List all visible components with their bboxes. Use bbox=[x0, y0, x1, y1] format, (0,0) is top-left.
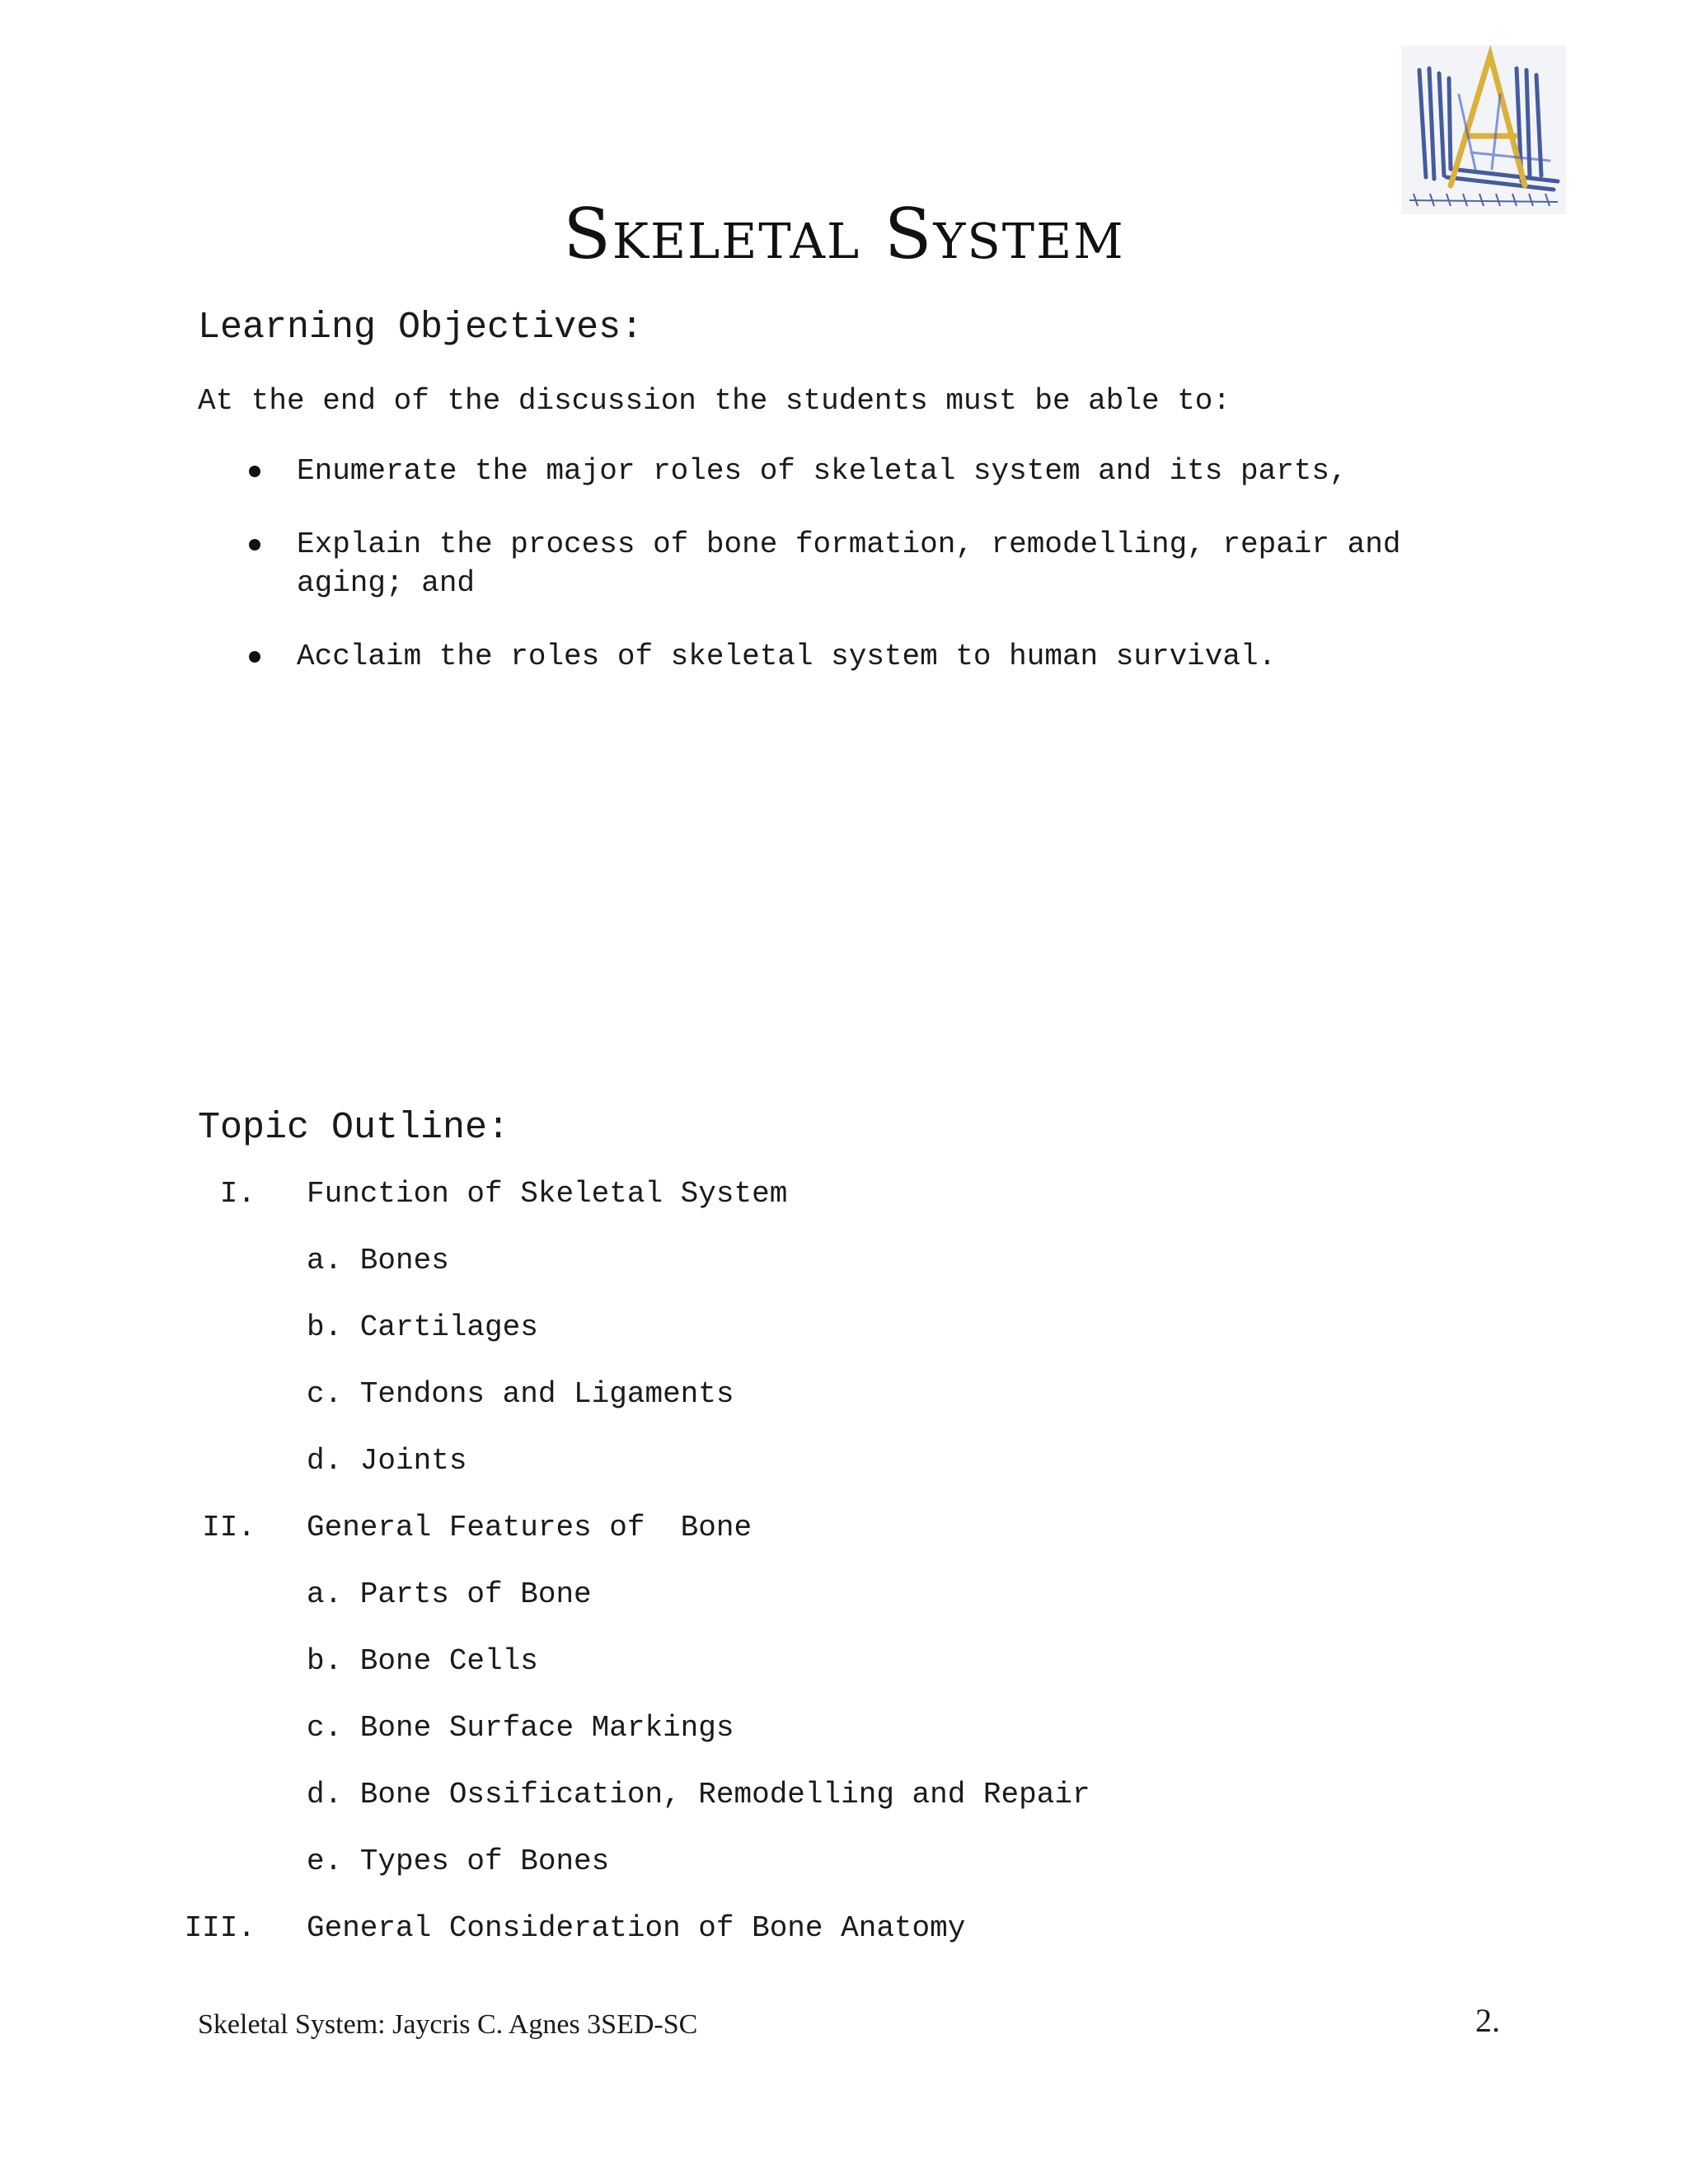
outline-numeral: I. bbox=[219, 1177, 256, 1211]
bullet-icon bbox=[249, 466, 260, 477]
outline-subitem: d. Bone Ossification, Remodelling and Repair bbox=[307, 1778, 1090, 1811]
school-logo bbox=[1401, 45, 1566, 214]
outline-subitem: c. Tendons and Ligaments bbox=[307, 1377, 734, 1411]
objective-text: Explain the process of bone formation, remodelling, repair and aging; and bbox=[297, 527, 1401, 600]
outline-subitem: c. Bone Surface Markings bbox=[307, 1711, 734, 1745]
objectives-heading: Learning Objectives: bbox=[198, 307, 644, 349]
outline-numeral: III. bbox=[184, 1911, 256, 1945]
outline-subitem: a. Bones bbox=[307, 1244, 449, 1277]
outline-subitem: b. Cartilages bbox=[307, 1310, 538, 1344]
objective-item bbox=[198, 452, 1484, 490]
outline-heading: Topic Outline: bbox=[198, 1107, 510, 1149]
footer-text: Skeletal System: Jaycris C. Agnes 3SED-SC bbox=[198, 2009, 698, 2040]
outline-subitem: a. Parts of Bone bbox=[307, 1577, 592, 1611]
objective-text: Acclaim the roles of skeletal system to human survival. bbox=[297, 640, 1277, 673]
outline-section-title: General Consideration of Bone Anatomy bbox=[307, 1911, 966, 1945]
objective-item bbox=[198, 525, 1484, 602]
bullet-icon bbox=[249, 651, 260, 663]
bullet-icon bbox=[249, 539, 260, 551]
page-title: Skeletal System bbox=[563, 194, 1125, 274]
objective-item bbox=[198, 637, 1484, 676]
outline-subitem: b. Bone Cells bbox=[307, 1644, 538, 1678]
outline-section-title: Function of Skeletal System bbox=[307, 1177, 788, 1211]
outline-numeral: II. bbox=[202, 1511, 256, 1544]
objectives-list bbox=[198, 452, 1484, 710]
objective-text: Enumerate the major roles of skeletal system and its parts, bbox=[297, 454, 1348, 488]
outline-subitem: d. Joints bbox=[307, 1444, 467, 1478]
page-number: 2. bbox=[1475, 2002, 1500, 2039]
outline-subitem: e. Types of Bones bbox=[307, 1844, 610, 1878]
objectives-intro: At the end of the discussion the students must be able to: bbox=[198, 384, 1231, 418]
outline-section-title: General Features of Bone bbox=[307, 1511, 753, 1544]
